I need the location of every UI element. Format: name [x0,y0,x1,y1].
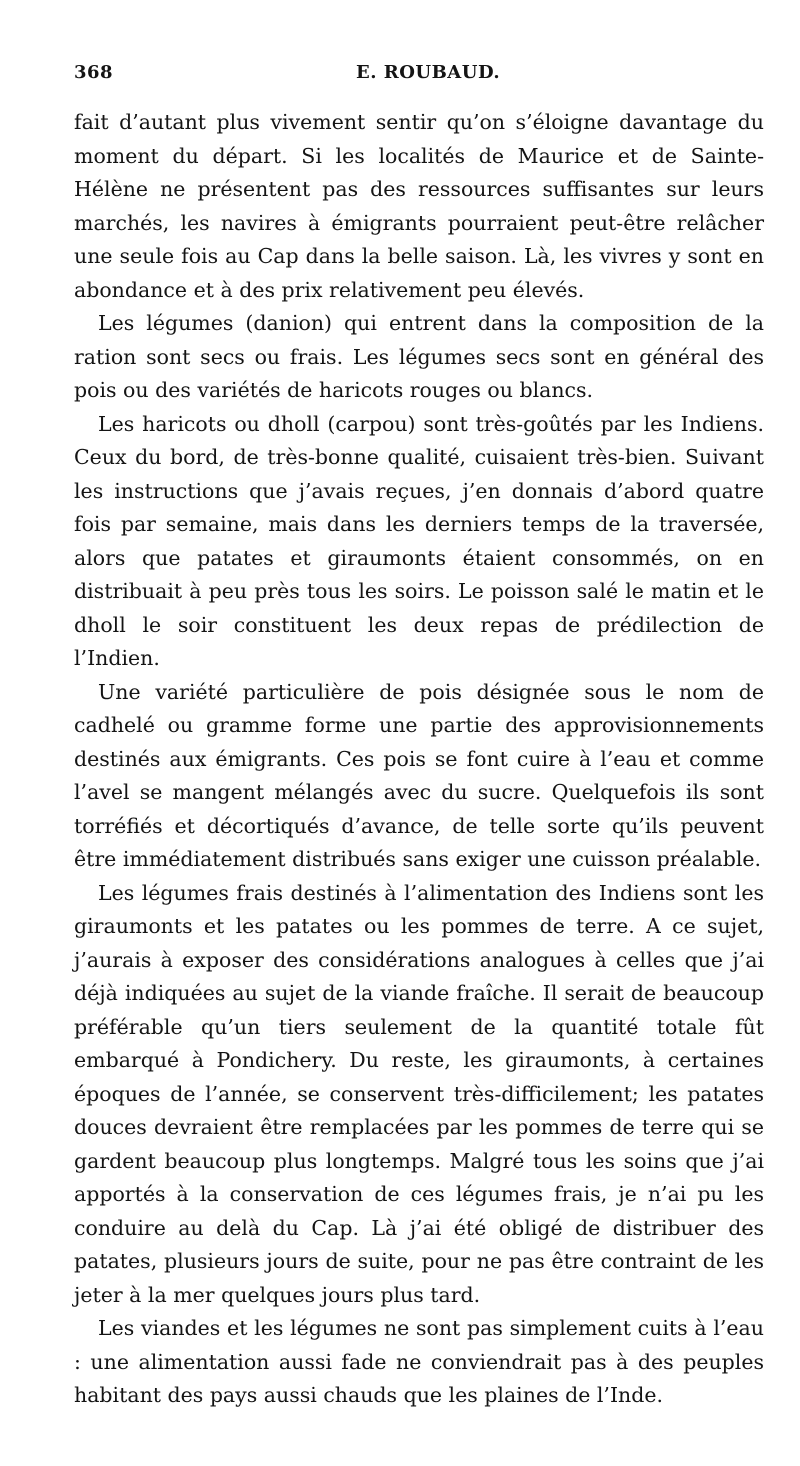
paragraph-viandes: Les viandes et les légumes ne sont pas simplement cuits à l’eau : une alimentation aussi fade ne conviendrait pas à des peuples habitant des pays aussi chauds que les plaines de l’Inde. [74,1316,764,1407]
paragraph-pois: Une variété particulière de pois désignée sous le nom de cadhelé ou gramme forme une partie des approvisionnements destinés aux émigrants. Ces pois se font cuire à l’eau et comme l’avel se mangent mélangés avec du sucre. Quelquefois ils sont torréfiés et décortiqués d’avance, de telle sorte qu’ils peuvent être immédiatement distribués sans exiger une cuisson préalable. [74,679,764,871]
paragraph-haricots: Les haricots ou dholl (carpou) sont très-goûtés par les Indiens. Ceux du bord, de très-bonne qualité, cuisaient très-bien. Suivant les instructions que j’avais reçues, j’en donnais d’abord quatre fois par semaine, mais dans les derniers temps de la traversée, alors que patates et giraumonts étaient consommés, on en distribuait à peu près tous les soirs. Le poisson salé le matin et le dholl le soir constituent les deux repas de prédilection de l’Indien. [74,411,764,670]
paragraph-continuation: fait d’autant plus vivement sentir qu’on s’éloigne davantage du moment du départ. Si les localités de Maurice et de Sainte-Hélène ne présentent pas des ressources suffisantes sur leurs marchés, les navires à émigrants pourraient peut-être relâcher une seule fois au Cap dans la belle saison. Là, les vivres y sont en abondance et à des prix relativement peu élevés. [74,110,764,302]
running-head: E. ROUBAUD. [356,62,501,83]
book-page [74,62,764,1422]
paragraph-legumes-frais: Les légumes frais destinés à l’alimentation des Indiens sont les giraumonts et les patates ou les pommes de terre. A ce sujet, j’aurais à exposer des considérations analogues à celles que j’ai déjà indiquées au sujet de la viande fraîche. Il serait de beaucoup préférable qu’un tiers seulement de la quantité totale fût embarqué à Pondichery. Du reste, les giraumonts, à certaines époques de l’année, se conservent très-difficilement; les patates douces devraient être remplacées par les pommes de terre qui se gardent beaucoup plus longtemps. Malgré tous les soins que j’ai apportés à la conservation de ces légumes frais, je n’ai pu les conduire au delà du Cap. Là j’ai été obligé de distribuer des patates, plusieurs jours de suite, pour ne pas être contraint de les jeter à la mer quelques jours plus tard. [74,880,764,1307]
paragraph-legumes: Les légumes (danion) qui entrent dans la composition de la ration sont secs ou frais. Les légumes secs sont en général des pois ou des variétés de haricots rouges ou blancs. [74,311,764,402]
page-number: 368 [74,62,114,83]
page-header [74,62,764,96]
body-text [74,106,764,1413]
